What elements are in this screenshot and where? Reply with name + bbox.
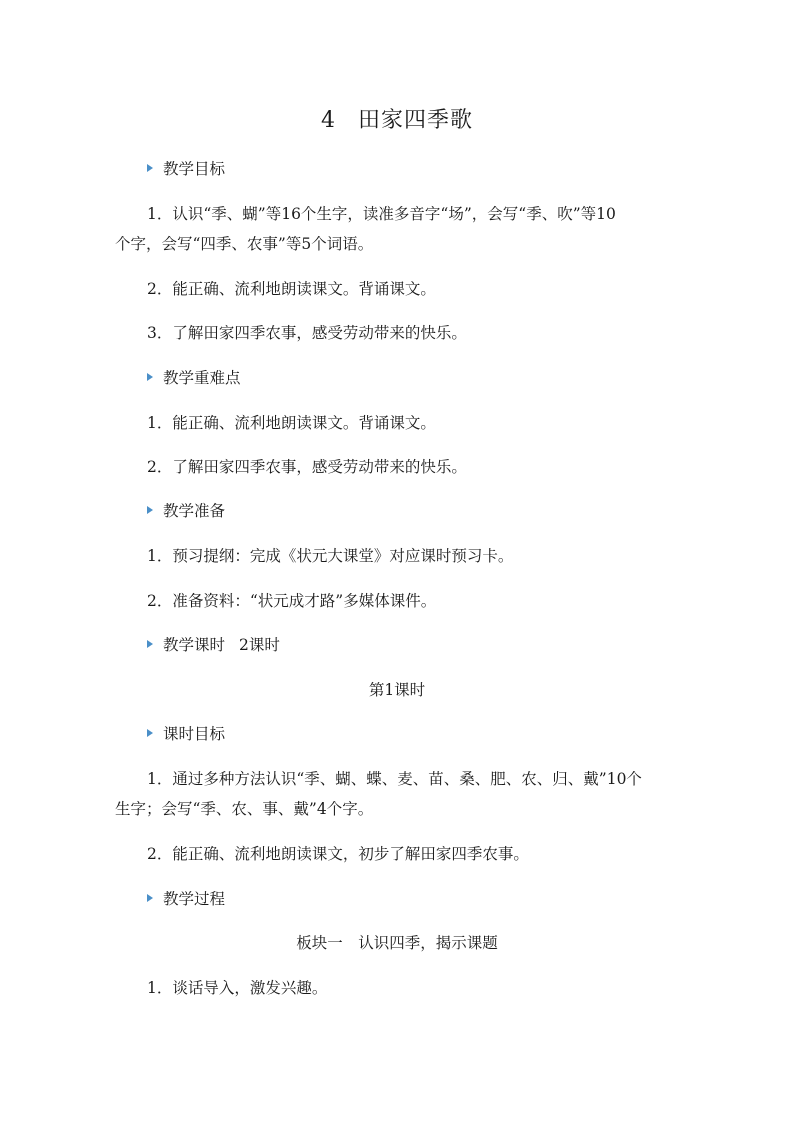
page-title <box>0 103 794 134</box>
section-heading-lesson-goals: 课时目标 <box>147 722 747 744</box>
section-heading-goals: 教学目标 <box>147 157 747 179</box>
key-point-1: 1．能正确、流利地朗读课文。背诵课文。 <box>147 414 436 432</box>
lesson-title: 田家四季歌 <box>357 108 473 133</box>
lesson-goal-1-cont: 生字；会写“季、农、事、戴”4个字。 <box>115 800 374 818</box>
preparation-1: 1．预习提纲：完成《状元大课堂》对应课时预习卡。 <box>147 547 514 565</box>
goal-line-1: 1．认识“季、蝴”等16个生字，读准多音字“场”，会写“季、吹”等10 <box>147 205 616 223</box>
preparation-2: 2．准备资料：“状元成才路”多媒体课件。 <box>147 592 437 610</box>
goal-line-2: 2．能正确、流利地朗读课文。背诵课文。 <box>147 280 436 298</box>
triangle-bullet-icon <box>147 506 153 514</box>
process-step-1: 1．谈话导入，激发兴趣。 <box>147 979 328 997</box>
section-heading-key-points: 教学重难点 <box>147 366 747 388</box>
lesson-1-title: 第1课时 <box>368 681 426 699</box>
section-heading-process: 教学过程 <box>147 887 747 909</box>
lesson-number: 4 <box>320 108 336 133</box>
section-heading-preparation: 教学准备 <box>147 499 747 521</box>
block-1-title: 板块一 认识四季，揭示课题 <box>296 934 498 952</box>
triangle-bullet-icon <box>147 894 153 902</box>
period-value: 2课时 <box>239 636 280 654</box>
triangle-bullet-icon <box>147 373 153 381</box>
triangle-bullet-icon <box>147 164 153 172</box>
lesson-goal-1: 1．通过多种方法认识“季、蝴、蝶、麦、苗、桑、肥、农、归、戴”10个 <box>147 770 642 788</box>
goal-line-1-cont: 个字，会写“四季、农事”等5个词语。 <box>115 235 374 253</box>
key-point-2: 2．了解田家四季农事，感受劳动带来的快乐。 <box>147 458 467 476</box>
goal-line-3: 3．了解田家四季农事，感受劳动带来的快乐。 <box>147 324 467 342</box>
lesson-goal-2: 2．能正确、流利地朗读课文，初步了解田家四季农事。 <box>147 845 529 863</box>
triangle-bullet-icon <box>147 640 153 648</box>
section-heading-period: 教学课时 2课时 <box>147 633 747 655</box>
triangle-bullet-icon <box>147 729 153 737</box>
